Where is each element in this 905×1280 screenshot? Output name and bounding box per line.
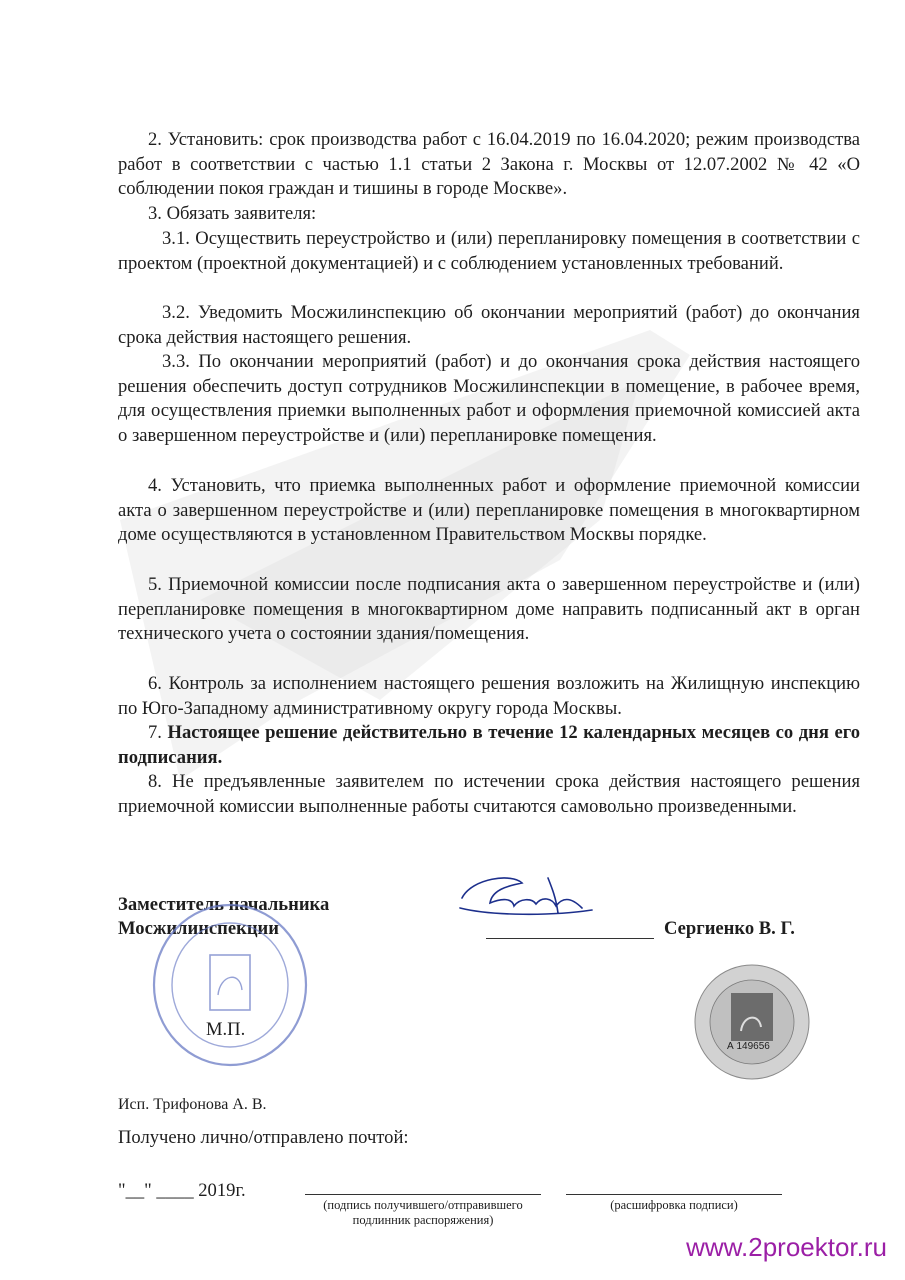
stamp-label: М.П. bbox=[206, 1019, 246, 1040]
recipient-signature-line bbox=[305, 1194, 541, 1195]
hologram-serial: А 149656 bbox=[727, 1041, 770, 1052]
paragraph-7: 7. Настоящее решение действительно в течение 12 календарных месяцев со дня его подписания. bbox=[118, 722, 861, 768]
paragraph-4: 4. Установить, что приемка выполненных работ и оформление приемочной комиссии акта о завершенном переустройстве и (или) перепланировке помещения в многоквартирном доме осуществляются в установленном Правительством Москвы порядке. bbox=[118, 475, 860, 546]
website-watermark: www.2proektor.ru bbox=[686, 1232, 887, 1262]
paragraph-3-2: 3.2. Уведомить Мосжилинспекцию об окончании мероприятий (работ) до окончания срока действия настоящего решения. bbox=[118, 302, 860, 348]
signature-decoding-line bbox=[566, 1194, 782, 1195]
paragraph-3: 3. Обязать заявителя: bbox=[148, 203, 317, 224]
date-line: "__" ____ 2019г. bbox=[118, 1180, 246, 1201]
paragraph-3-1: 3.1. Осуществить переустройство и (или) перепланировку помещения в соответствии с проектом (проектной документацией) и с соблюдением установленных требований. bbox=[118, 228, 860, 274]
paragraph-8: 8. Не предъявленные заявителем по истечении срока действия настоящего решения приемочной комиссии выполненные работы считаются самовольно произведенными. bbox=[118, 771, 860, 817]
caption-recipient-signature: (подпись получившего/отправившего подлинник распоряжения) bbox=[323, 1198, 523, 1227]
signature-line bbox=[486, 938, 654, 939]
paragraph-3-3: 3.3. По окончании мероприятий (работ) и до окончания срока действия настоящего решения обеспечить доступ сотрудников Мосжилинспекции в помещение, в рабочее время, для осуществления приемки выполненных работ и оформления приемочной комиссией акта о завершенном переустройстве и (или) перепланировке помещения. bbox=[118, 351, 860, 446]
received-label: Получено лично/отправлено почтой: bbox=[118, 1127, 409, 1148]
paragraph-5: 5. Приемочной комиссии после подписания акта о завершенном переустройстве и (или) перепланировке помещения в многоквартирном доме направить подписанный акт в орган технического учета о состоянии здания/помещения. bbox=[118, 574, 860, 645]
executor: Исп. Трифонова А. В. bbox=[118, 1096, 267, 1113]
signatory-title: Заместитель начальника Мосжилинспекции bbox=[118, 894, 330, 939]
signatory-name: Сергиенко В. Г. bbox=[664, 918, 795, 939]
caption-signature-decoding: (расшифровка подписи) bbox=[610, 1198, 738, 1212]
paragraph-6: 6. Контроль за исполнением настоящего решения возложить на Жилищную инспекцию по Юго-Западному административному округу города Москвы. bbox=[118, 673, 860, 719]
paragraph-7-bold: Настоящее решение действительно в течение 12 календарных месяцев со дня его подписания. bbox=[118, 722, 861, 768]
handwritten-signature bbox=[452, 868, 602, 938]
hologram-seal bbox=[693, 963, 811, 1081]
official-stamp bbox=[150, 900, 310, 1070]
paragraph-2: 2. Установить: срок производства работ с 16.04.2019 по 16.04.2020; режим производства работ в соответствии с частью 1.1 статьи 2 Закона г. Москвы от 12.07.2002 № 42 «О соблюдении покоя граждан и тишины в городе Москве». bbox=[118, 129, 860, 200]
